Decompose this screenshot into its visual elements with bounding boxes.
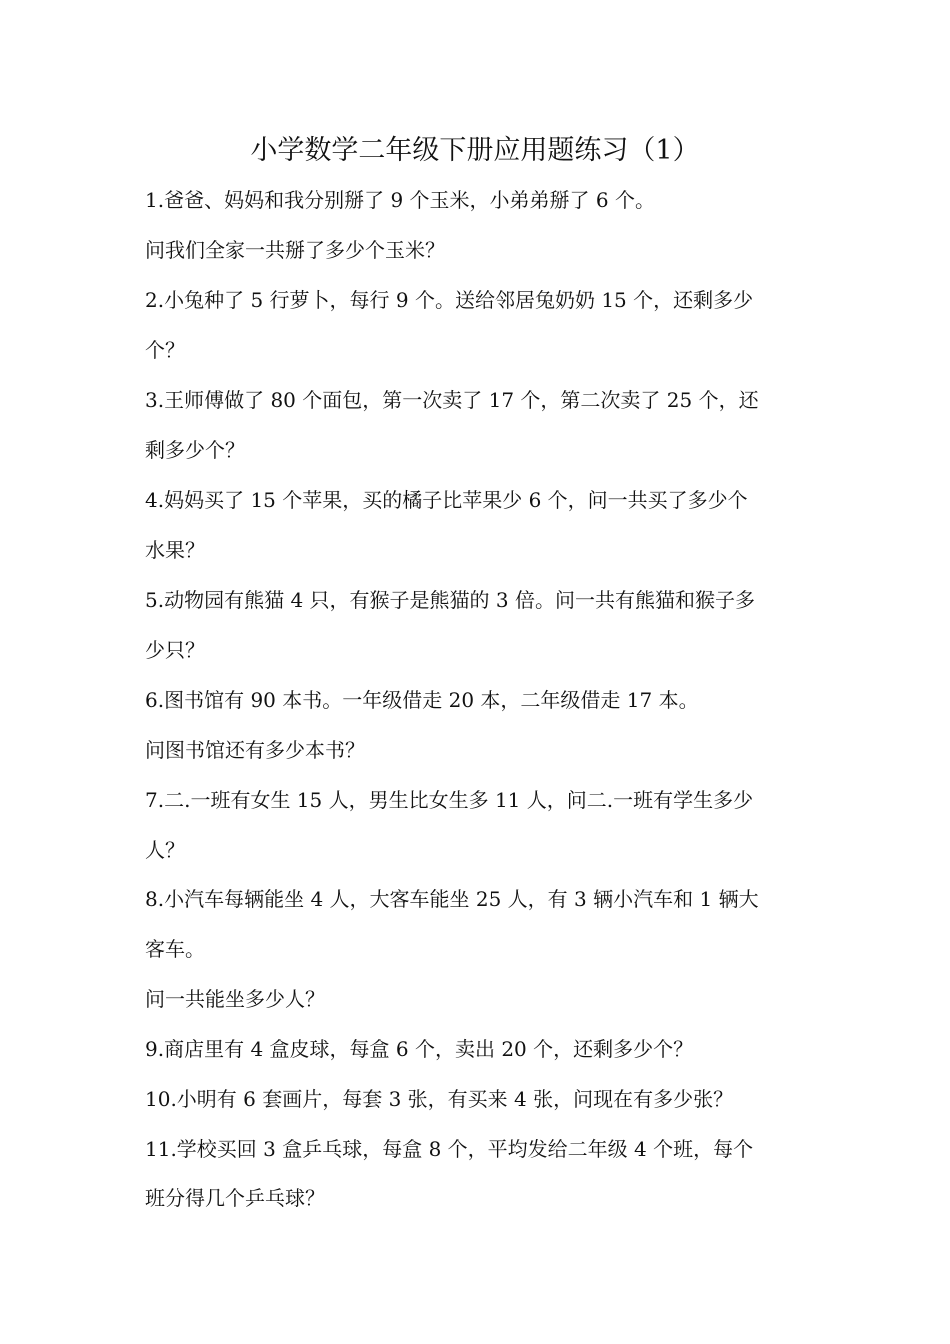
text-line: 问图书馆还有多少本书？ xyxy=(145,738,365,762)
text-line: 10.小明有 6 套画片，每套 3 张，有买来 4 张，问现在有多少张？ xyxy=(145,1087,734,1111)
text-line: 6.图书馆有 90 本书。一年级借走 20 本，二年级借走 17 本。 xyxy=(145,688,699,712)
text-line: 7.二.一班有女生 15 人，男生比女生多 11 人，问二.一班有学生多少 xyxy=(145,788,754,812)
text-line: 剩多少个？ xyxy=(145,438,245,462)
text-line: 少只？ xyxy=(145,638,205,662)
text-line: 1.爸爸、妈妈和我分别掰了 9 个玉米，小弟弟掰了 6 个。 xyxy=(145,188,655,212)
page-title: 小学数学二年级下册应用题练习（1） xyxy=(250,135,700,166)
text-line: 11.学校买回 3 盒乒乓球，每盒 8 个，平均发给二年级 4 个班，每个 xyxy=(145,1137,754,1161)
text-line: 个？ xyxy=(145,338,185,362)
text-line: 客车。 xyxy=(145,937,205,961)
text-line: 问一共能坐多少人？ xyxy=(145,987,325,1011)
text-line: 3.王师傅做了 80 个面包，第一次卖了 17 个，第二次卖了 25 个，还 xyxy=(145,388,759,412)
text-line: 问我们全家一共掰了多少个玉米？ xyxy=(145,238,445,262)
text-line: 9.商店里有 4 盒皮球，每盒 6 个，卖出 20 个，还剩多少个？ xyxy=(145,1037,694,1061)
text-line: 4.妈妈买了 15 个苹果，买的橘子比苹果少 6 个，问一共买了多少个 xyxy=(145,488,748,512)
text-line: 班分得几个乒乓球？ xyxy=(145,1186,325,1210)
text-line: 水果？ xyxy=(145,538,205,562)
text-line: 8.小汽车每辆能坐 4 人，大客车能坐 25 人，有 3 辆小汽车和 1 辆大 xyxy=(145,887,759,911)
text-line: 人？ xyxy=(145,838,185,862)
text-line: 2.小兔种了 5 行萝卜，每行 9 个。送给邻居兔奶奶 15 个，还剩多少 xyxy=(145,288,754,312)
text-line: 5.动物园有熊猫 4 只，有猴子是熊猫的 3 倍。问一共有熊猫和猴子多 xyxy=(145,588,755,612)
